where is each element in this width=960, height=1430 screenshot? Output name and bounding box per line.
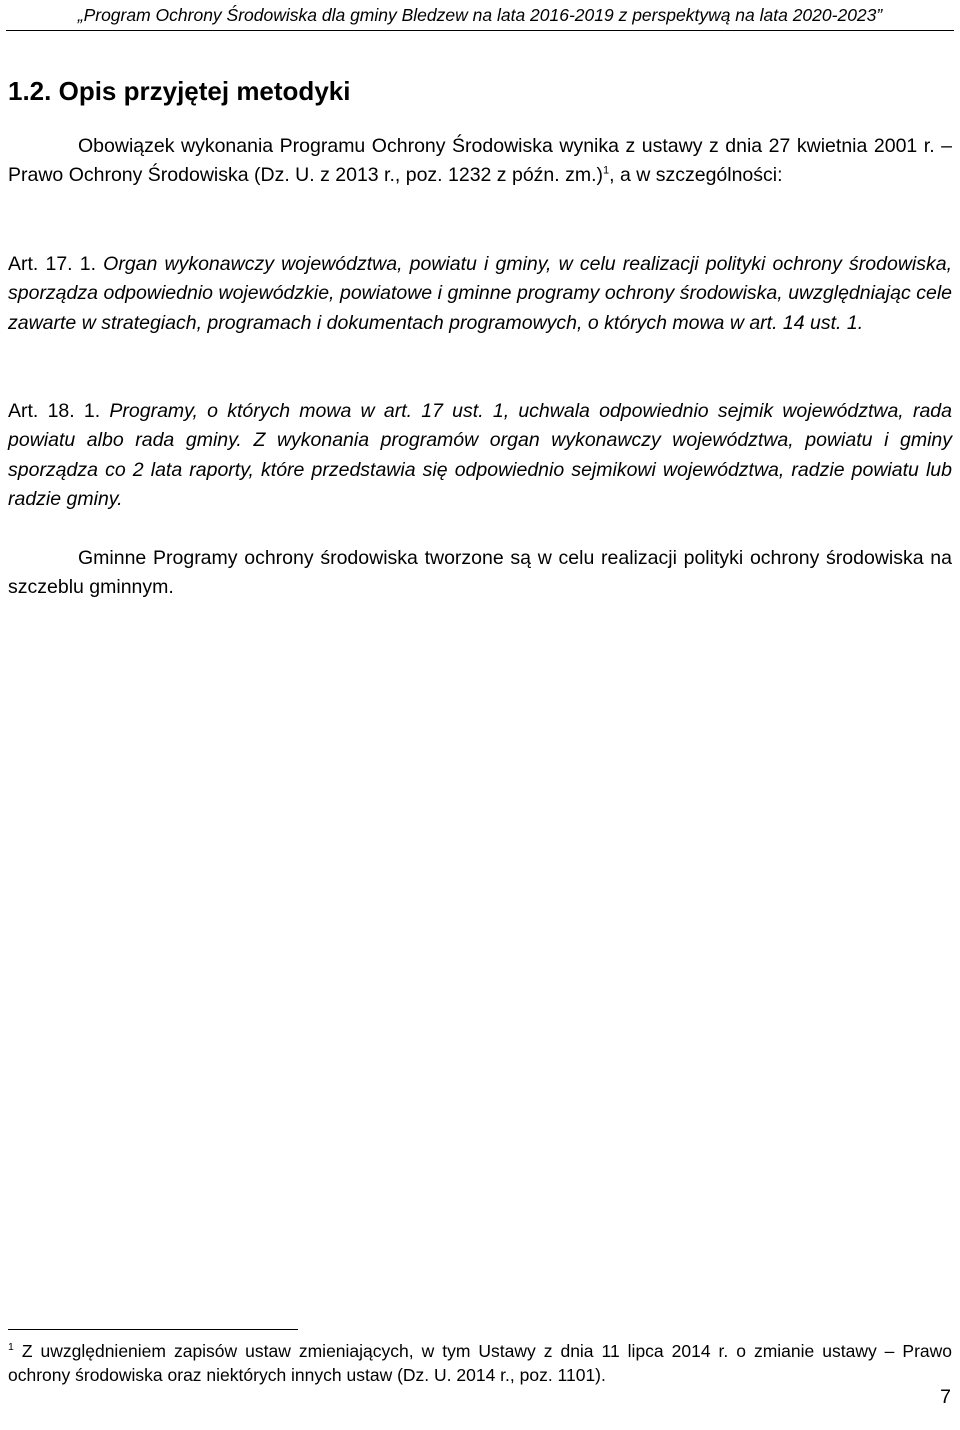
article-18-number: Art. 18. 1. [8, 400, 101, 422]
footnote-marker: 1 [8, 1341, 14, 1354]
closing-paragraph: Gminne Programy ochrony środowiska tworzone są w celu realizacji polityki ochrony środowiska na szczeblu gminnym. [8, 547, 952, 599]
footnote-text: Z uwzględnieniem zapisów ustaw zmieniających, w tym Ustawy z dnia 11 lipca 2014 r. o zmianie ustawy – Prawo ochrony środowiska oraz niektórych innych ustaw (Dz. U. 2014 r., poz. 1101). [8, 1341, 952, 1385]
article-17-number: Art. 17. 1. [8, 253, 97, 275]
footnote [8, 1339, 952, 1387]
intro-paragraph [8, 132, 952, 191]
intro-text: Obowiązek wykonania Programu Ochrony Środowiska wynika z ustawy z dnia 27 kwietnia 2001 r. – Prawo Ochrony Środowiska (Dz. U. z 2013 r., poz. 1232 z późn. zm.) [8, 135, 952, 187]
header-divider [6, 30, 954, 31]
intro-text-continued: , a w szczególności: [609, 164, 783, 187]
article-18-text: Programy, o których mowa w art. 17 ust. 1, uchwala odpowiednio sejmik województwa, rada powiatu albo rada gminy. Z wykonania programów organ wykonawczy województwa, powiatu i gminy sporządza co 2 lata raporty, które przedstawia się odpowiednio sejmikowi województwa, radzie powiatu lub radzie gminy. [8, 400, 952, 511]
article-18-quote [8, 397, 952, 515]
page-number: 7 [940, 1386, 951, 1408]
article-17-text: Organ wykonawczy województwa, powiatu i gminy, w celu realizacji polityki ochrony środowiska, sporządza odpowiednio wojewódzkie, powiatowe i gminne programy ochrony środowiska, uwzględniając cele zawarte w strategiach, programach i dokumentach programowych, o których mowa w art. 14 ust. 1. [8, 253, 952, 334]
running-header: „Program Ochrony Środowiska dla gminy Bledzew na lata 2016-2019 z perspektywą na lata 2020-2023” [77, 5, 883, 25]
section-heading: 1.2. Opis przyjętej metodyki [8, 76, 351, 106]
footnote-reference: 1 [603, 164, 610, 177]
article-17-quote [8, 250, 952, 338]
footnote-divider [8, 1329, 298, 1330]
